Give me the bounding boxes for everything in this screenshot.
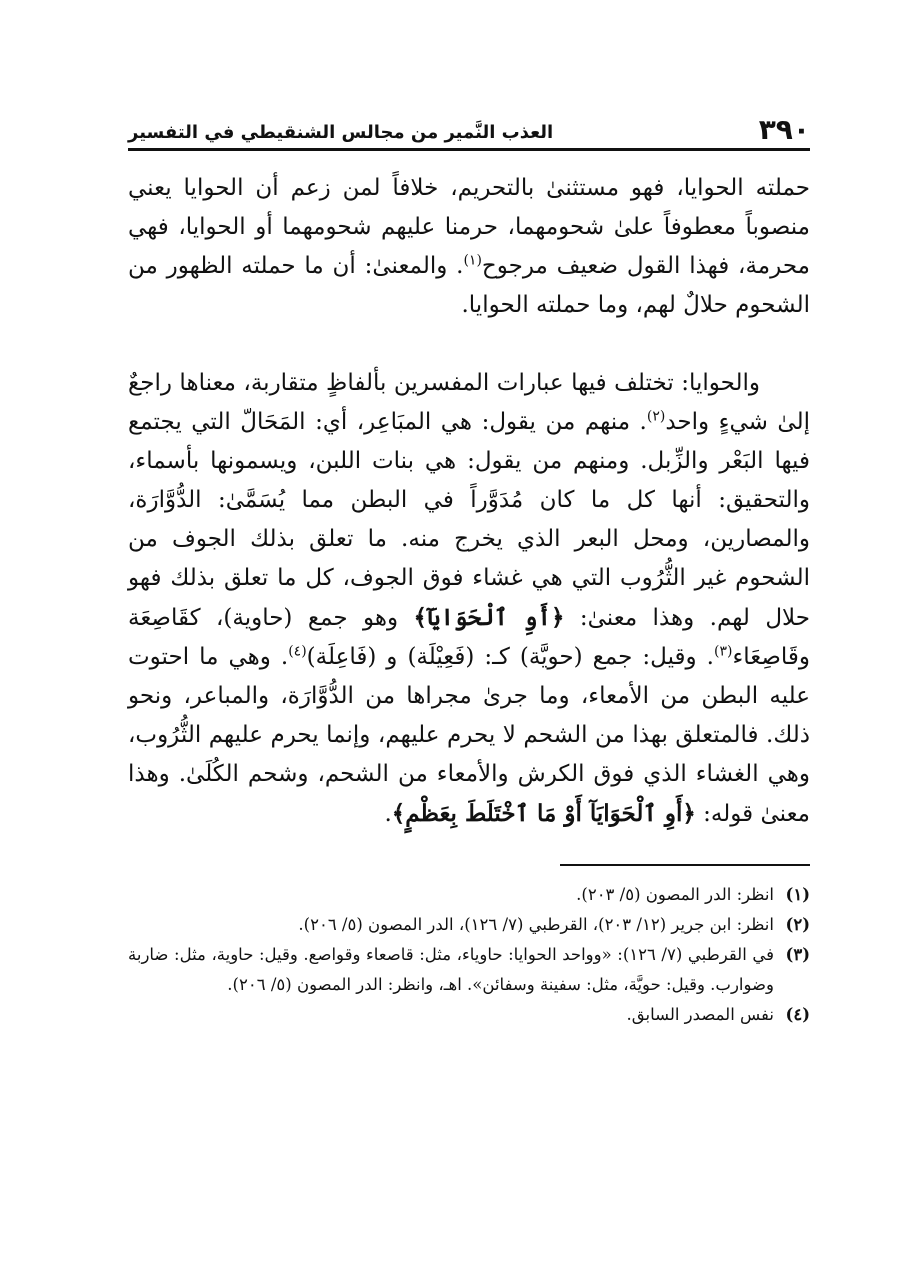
footnote-number: (٢) [785,915,810,934]
paragraph-2-part-6: . [384,801,392,827]
paragraph-2 [128,364,810,834]
footnote-text: في القرطبي (٧/ ١٢٦): «وواحد الحوايا: حاوياء، مثل: قاصعاء وقواصع. وقيل: حاوية، مثل: ضاربة وضوارب. وقيل: حويَّة، مثل: سفينة وسفائن». اهـ، وانظر: الدر المصون (٥/ ٢٠٦). [128,945,774,994]
footnote-4 [128,1000,810,1030]
paragraph-2-part-3: وهو جمع (حاوية)، كقَاصِعَة وقَاصِعَاء [128,605,810,670]
paragraph-1-part-2: . والمعنىٰ: أن ما حملته الظهور من الشحوم حلالٌ لهم، وما حملته الحوايا. [128,253,810,318]
footnote-ref-2: (٢) [646,408,666,425]
paragraph-1 [128,169,810,325]
paragraph-1-part-1: حملته الحوايا، فهو مستثنىٰ بالتحريم، خلافاً لمن زعم أن الحوايا يعني منصوباً معطوفاً علىٰ شحومهما، حرمنا عليهم شحومهما أو الحوايا، فهي محرمة، فهذا القول ضعيف مرجوح [128,175,810,279]
quran-quote-2: ﴿أَوِ ٱلْحَوَايَآ أَوْ مَا ٱخْتَلَطَ بِعَظْمٍ﴾ [391,800,696,827]
quran-quote-1: ﴿أَوِ ٱلْحَوَايَآ﴾ [413,604,565,631]
paragraph-2-part-2: . منهم من يقول: هي المبَاعِر، أي: المَحَالّ التي يجتمع فيها البَعْر والزِّبل. ومنهم من يقول: هي بنات اللبن، ويسمونها بأسماء، والتحقيق: أنها كل ما كان مُدَوَّراً في البطن مما يُسَمَّىٰ: الدُّوَّارَة، والمصارين، ومحل البعر الذي يخرج منه. ما تعلق بذلك الجوف من الشحوم غير الثُّرُوب التي هي غشاء فوق الجوف، كل ما تعلق بذلك فهو حلال لهم. وهذا معنىٰ: [128,409,810,631]
paragraph-2-part-5: . وهي ما احتوت عليه البطن من الأمعاء، وما جرىٰ مجراها من الدُّوَّارَة، والمباعر، ونحو ذلك. فالمتعلق بهذا من الشحم لا يحرم عليهم، وإنما يحرم عليهم الثُّرُوب، وهي الغشاء الذي فوق الكرش والأمعاء من الشحم، وشحم الكُلَىٰ. وهذا معنىٰ قوله: [128,644,810,827]
book-page [128,100,810,1030]
footnote-ref-3: (٣) [713,643,733,660]
footnote-separator [560,864,810,866]
running-title: العذب النَّمير من مجالس الشنقيطي في التفسير [128,122,554,144]
footnote-text: انظر: ابن جرير (١٢/ ٢٠٣)، القرطبي (٧/ ١٢٦)، الدر المصون (٥/ ٢٠٦). [298,915,774,934]
footnote-3 [128,940,810,1000]
page-number: ٣٩٠ [758,113,810,146]
footnote-number: (١) [785,885,810,904]
footnote-ref-4: (٤) [288,643,307,660]
paragraph-2-part-4: . وقيل: جمع (حويَّة) كـ: (فَعِيْلَة) و (فَاعِلَة) [306,644,714,670]
footnote-text: نفس المصدر السابق. [626,1005,774,1024]
footnote-number: (٣) [785,945,810,964]
footnote-ref-1: (١) [463,252,482,269]
footnotes [128,880,810,1030]
footnote-2 [128,910,810,940]
footnote-text: انظر: الدر المصون (٥/ ٢٠٣). [576,885,774,904]
footnote-number: (٤) [785,1005,810,1024]
footnote-1 [128,880,810,910]
main-text [128,169,810,834]
page-header [128,100,810,151]
paragraph-2-part-1: والحوايا: تختلف فيها عبارات المفسرين بألفاظٍ متقاربة، معناها راجعٌ إلىٰ شيءٍ واحد [128,370,810,435]
